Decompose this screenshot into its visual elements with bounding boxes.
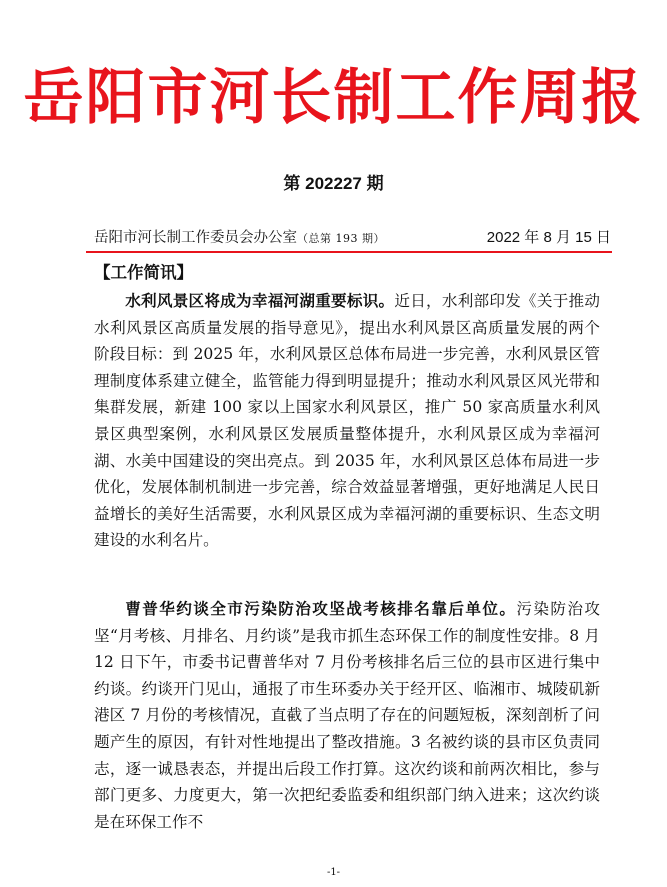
total-issue: （总第 193 期） — [297, 232, 385, 245]
issue-number: 第 202227 期 — [283, 174, 384, 193]
masthead-title: 岳阳市河长制工作周报 — [23, 63, 644, 133]
news-item-body: 污染防治攻坚“月考核、月排名、月约谈”是我市抓生态环保工作的制度性安排。8 月 12 日下午，市委书记曹普华对 7 月份考核排名后三位的县市区进行集中约谈。约谈开门见山，通报了市生环委办关于经开区、临湘市、城陵矶新港区 7 月份的考核情况，直截了当点明了存在的问题短板，深刻剖析了问题产生的原因，有针对性地提出了整改措施。3 名被约谈的县市区负责同志，逐一诚恳表态，并提出后段工作打算。这次约谈和前两次相比，参与部门更多、力度更大，第一次把纪委监委和组织部门纳入进来；这次约谈是在环保工作不 — [94, 600, 600, 831]
publisher-line — [94, 227, 385, 250]
news-item — [94, 596, 600, 835]
meta-row — [94, 227, 611, 249]
news-item-body: 近日，水利部印发《关于推动水利风景区高质量发展的指导意见》，提出水利风景区高质量发展的两个阶段目标：到 2025 年，水利风景区总体布局进一步完善，水利风景区管理制度体系建立健全，监管能力得到明显提升；推动水利风景区风光带和集群发展，新建 100 家以上国家水利风景区，推广 50 家高质量水利风景区典型案例，水利风景区发展质量整体提升，水利风景区成为幸福河湖、水美中国建设的突出亮点。到 2035 年，水利风景区总体布局进一步优化，发展体制机制进一步完善，综合效益显著增强，更好地满足人民日益增长的美好生活需要，水利风景区成为幸福河湖的重要标识、生态文明建设的水利名片。 — [94, 292, 600, 550]
issue-date: 2022 年 8 月 15 日 — [486, 229, 611, 246]
news-item-headline: 曹普华约谈全市污染防治攻坚战考核排名靠后单位。 — [125, 600, 517, 618]
page-number: -1- — [326, 867, 341, 878]
news-item — [94, 288, 600, 554]
publisher-name: 岳阳市河长制工作委员会办公室 — [94, 230, 297, 246]
section-heading: 【工作简讯】 — [94, 263, 193, 282]
header-divider — [86, 251, 612, 253]
news-item-headline: 水利风景区将成为幸福河湖重要标识。 — [125, 292, 395, 310]
